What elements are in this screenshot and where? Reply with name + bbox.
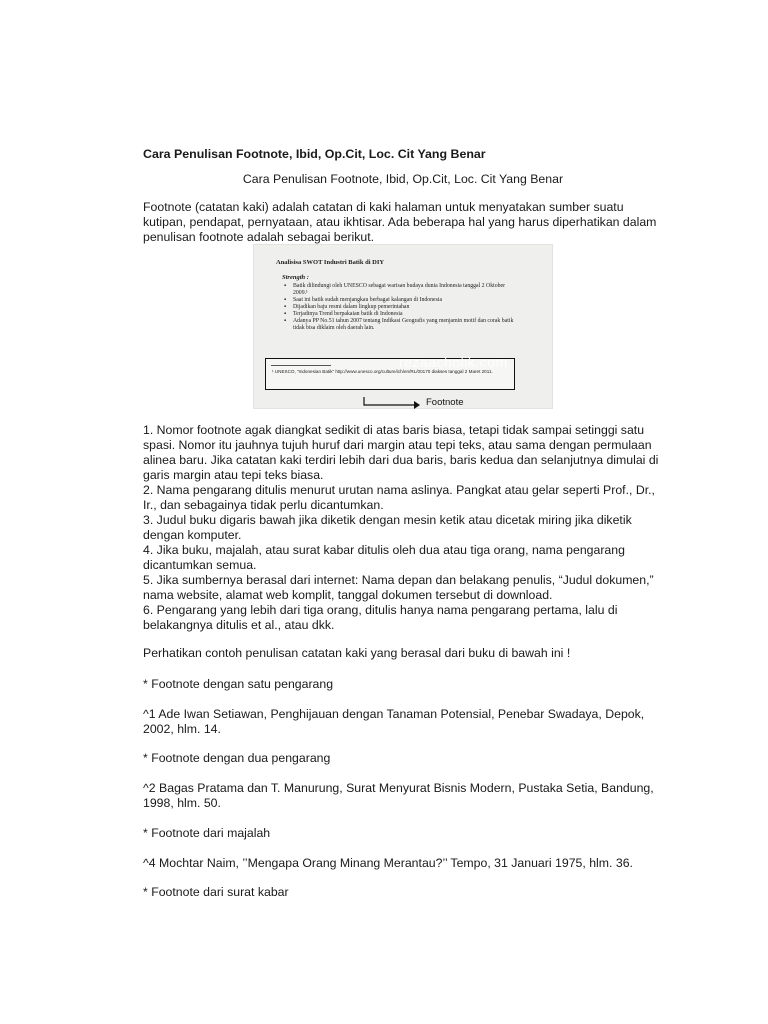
rule-item: 4. Jika buku, majalah, atau surat kabar ditulis oleh dua atau tiga orang, nama pengarang dicantumkan semua. xyxy=(143,543,625,572)
rule-item: 1. Nomor footnote agak diangkat sedikit di atas baris biasa, tetapi tidak sampai setinggi satu spasi. Nomor itu jauhnya tujuh huruf dari margin atau tepi teks, atau sama dengan permulaan alinea baru. Jika catatan kaki terdiri lebih dari dua baris, baris kedua dan selanjutnya dimulai di garis margin atau tepi teks biasa. xyxy=(143,423,659,482)
arrow-right-icon xyxy=(362,397,422,409)
example-footnote: ^1 Ade Iwan Setiawan, Penghijauan dengan Tanaman Potensial, Penebar Swadaya, Depok, 2002, hlm. 14. xyxy=(143,707,645,736)
footnote-divider xyxy=(271,365,331,366)
figure-footnote-reference: ¹ UNESCO, “Indonesian Batik” http://www.unesco.org/culture/ich/en/RL/00170 diakses tanggal 2 Maret 2011. xyxy=(272,369,493,374)
intro-paragraph: Footnote (catatan kaki) adalah catatan di kaki halaman untuk menyatakan sumber suatu kutipan, pendapat, pernyataan, atau ikhtisar. Ada beberapa hal yang harus diperhatikan dalam penulisan footnote adalah sebagai berikut. xyxy=(143,200,657,244)
figure-list-item: ▪ Batik dilindungi oleh UNESCO sebagai warisan budaya dunia Indonesia tanggal 2 Oktober 2009.¹ xyxy=(284,283,516,297)
rule-item: 2. Nama pengarang ditulis menurut urutan nama aslinya. Pangkat atau gelar seperti Prof., Dr., Ir., dan sebagainya tidak perlu dicantumkan. xyxy=(143,483,655,512)
example-footnote: ^2 Bagas Pratama dan T. Manurung, Surat Menyurat Bisnis Modern, Pustaka Setia, Bandung, 1998, hlm. 50. xyxy=(143,781,654,810)
page-subtitle: Cara Penulisan Footnote, Ibid, Op.Cit, Loc. Cit Yang Benar xyxy=(242,172,564,186)
figure-list-item: ▪ Dijadikan baju resmi dalam lingkup pemerintahan xyxy=(284,304,516,311)
figure-list-item: ▪ Saat ini batik sudah menjangkau berbagai kalangan di Indonesia xyxy=(284,297,516,304)
rule-item: 3. Judul buku digaris bawah jika diketik dengan mesin ketik atau dicetak miring jika diketik dengan komputer. xyxy=(143,513,632,542)
figure-strength-label: Strength : xyxy=(282,274,309,281)
examples-intro: Perhatikan contoh penulisan catatan kaki yang berasal dari buku di bawah ini ! xyxy=(143,646,571,660)
rule-item: 6. Pengarang yang lebih dari tiga orang, ditulis hanya nama pengarang pertama, lalu di belakangnya ditulis et al., atau dkk. xyxy=(143,603,618,632)
footnote-example-image xyxy=(253,244,553,409)
example-heading: * Footnote dari surat kabar xyxy=(143,885,289,899)
page-title: Cara Penulisan Footnote, Ibid, Op.Cit, Loc. Cit Yang Benar xyxy=(143,147,486,161)
figure-list-item: ▪ Adanya PP No.51 tahun 2007 tentang Indikasi Geografis yang menjamin motif dan corak batik tidak bisa diklaim oleh daerah lain. xyxy=(284,318,516,332)
example-heading: * Footnote dengan satu pengarang xyxy=(143,677,334,691)
example-heading: * Footnote dengan dua pengarang xyxy=(143,751,331,765)
figure-list xyxy=(284,283,516,332)
example-footnote: ^4 Mochtar Naim, ’’Mengapa Orang Minang Merantau?’’ Tempo, 31 Januari 1975, hlm. 36. xyxy=(143,856,633,870)
example-heading: * Footnote dari majalah xyxy=(143,826,271,840)
figure-list-item: ▪ Terjadinya Trend berpakaian batik di Indonesia xyxy=(284,311,516,318)
figure-heading: Analisisa SWOT Industri Batik di DIY xyxy=(276,259,385,266)
rule-item: 5. Jika sumbernya berasal dari internet: Nama depan dan belakang penulis, “Judul dokumen,” nama website, alamat web komplit, tanggal dokumen tersebut di download. xyxy=(143,573,654,602)
watermark-text: rezaacholik.com xyxy=(399,354,508,370)
footnote-label: Footnote xyxy=(426,397,464,408)
